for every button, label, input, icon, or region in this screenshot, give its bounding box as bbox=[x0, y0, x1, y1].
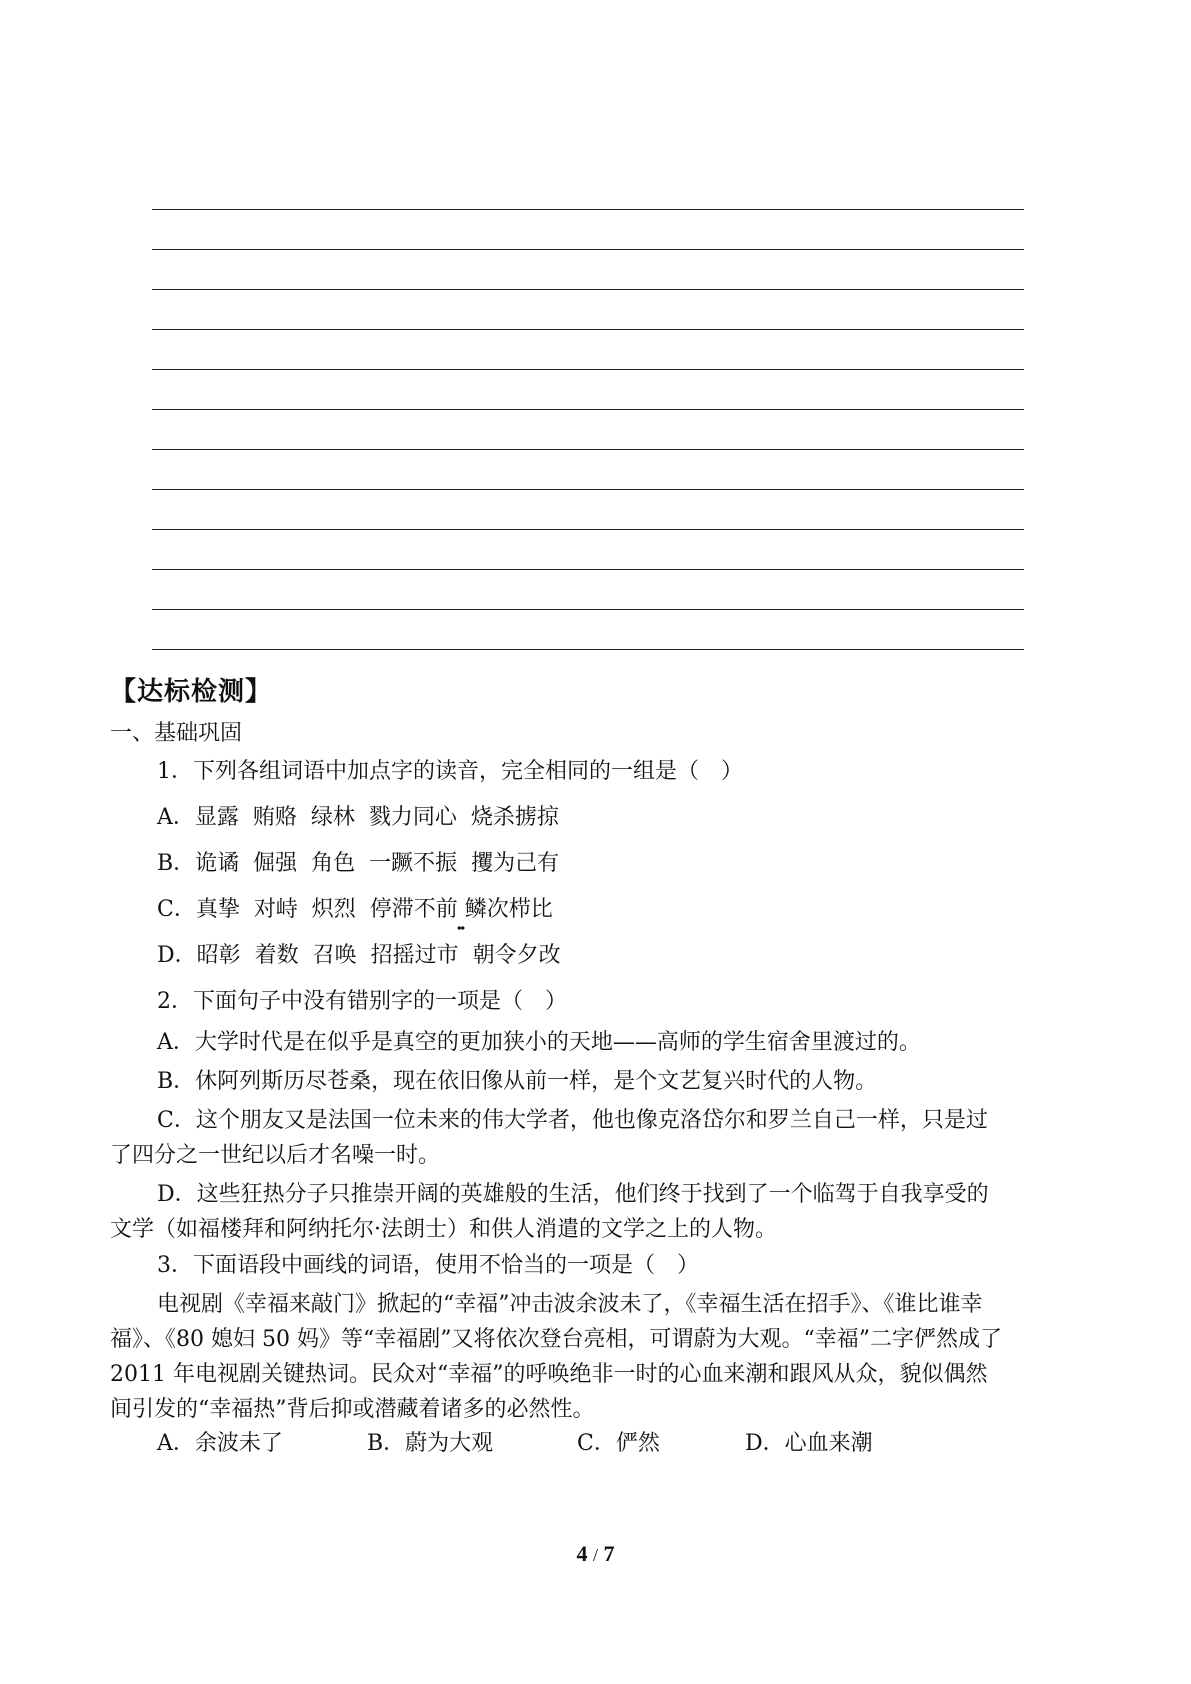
page-current: 4 bbox=[576, 1541, 588, 1566]
answer-line[interactable] bbox=[152, 490, 1024, 530]
answer-line[interactable] bbox=[152, 210, 1024, 250]
emphasis-dot bbox=[458, 897, 465, 922]
question-2-option-d-cont: 文学（如福楼拜和阿纳托尔·法朗士）和供人消遣的文学之上的人物。 bbox=[110, 1217, 777, 1242]
section-title: 【达标检测】 bbox=[110, 677, 273, 707]
answer-line[interactable] bbox=[152, 570, 1024, 610]
question-3-choices bbox=[110, 1429, 1090, 1459]
question-1-option-c bbox=[110, 895, 1090, 925]
subsection-heading: 一、基础巩固 bbox=[110, 721, 243, 746]
question-2-option-a: A．大学时代是在似乎是真空的更加狭小的天地——高师的学生宿舍里渡过的。 bbox=[157, 1030, 921, 1055]
question-2-stem: 2．下面句子中没有错别字的一项是（ ） bbox=[157, 989, 567, 1014]
answer-line[interactable] bbox=[152, 530, 1024, 570]
question-3-stem: 3．下面语段中画线的词语，使用不恰当的一项是（ ） bbox=[157, 1253, 699, 1278]
questions bbox=[110, 757, 1090, 1459]
question-2-option-c-cont: 了四分之一世纪以后才名噪一时。 bbox=[110, 1143, 441, 1168]
answer-lines bbox=[152, 170, 1024, 650]
answer-line[interactable] bbox=[152, 450, 1024, 490]
question-2-option-d: D．这些狂热分子只推崇开阔的英雄般的生活，他们终于找到了一个临驾于自我享受的 bbox=[157, 1182, 989, 1207]
answer-line[interactable] bbox=[152, 290, 1024, 330]
page-total: 7 bbox=[603, 1541, 615, 1566]
answer-line[interactable] bbox=[152, 410, 1024, 450]
question-3-choice-a: A．余波未了 bbox=[157, 1431, 283, 1456]
question-1-option-b: B．诡谲 倔强 角色 一蹶不振 攫为己有 bbox=[157, 851, 560, 876]
question-3-choice-d: D．心血来潮 bbox=[745, 1431, 873, 1456]
question-3-choice-c: C．俨然 bbox=[577, 1431, 660, 1456]
question-1-option-c-tail: 鳞次栉比 bbox=[464, 897, 553, 922]
page-separator: / bbox=[592, 1545, 598, 1565]
answer-line[interactable] bbox=[152, 250, 1024, 290]
answer-line[interactable] bbox=[152, 370, 1024, 410]
answer-line[interactable] bbox=[152, 610, 1024, 650]
question-2-option-b: B．休阿列斯历尽苍桑，现在依旧像从前一样，是个文艺复兴时代的人物。 bbox=[157, 1069, 878, 1094]
question-3-choice-b: B．蔚为大观 bbox=[367, 1431, 494, 1456]
question-1-stem: 1．下列各组词语中加点字的读音，完全相同的一组是（ ） bbox=[157, 759, 743, 784]
answer-line[interactable] bbox=[152, 330, 1024, 370]
question-3-passage-line: 福》、《80 媳妇 50 妈》等“幸福剧”又将依次登台亮相，可谓蔚为大观。“幸福”二字俨然成了 bbox=[110, 1327, 1002, 1352]
question-3-passage-line: 2011 年电视剧关键热词。民众对“幸福”的呼唤绝非一时的心血来潮和跟风从众，貌似偶然 bbox=[110, 1362, 988, 1387]
question-3-passage-line: 间引发的“幸福热”背后抑或潜藏着诸多的必然性。 bbox=[110, 1397, 595, 1422]
answer-line[interactable] bbox=[152, 170, 1024, 210]
question-1-option-d: D．昭彰 着数 召唤 招摇过市 朝令夕改 bbox=[157, 943, 561, 968]
question-3-passage-line: 电视剧《幸福来敲门》掀起的“幸福”冲击波余波未了，《幸福生活在招手》、《谁比谁幸 bbox=[157, 1292, 983, 1317]
question-1-option-a: A．显露 贿赂 绿林 戮力同心 烧杀掳掠 bbox=[157, 805, 559, 830]
page-number bbox=[0, 1541, 1191, 1567]
question-1-option-c-text: C．真挚 对峙 炽烈 停滞不前 bbox=[157, 897, 458, 922]
question-2-option-c: C．这个朋友又是法国一位未来的伟大学者，他也像克洛岱尔和罗兰自己一样，只是过 bbox=[157, 1108, 988, 1133]
